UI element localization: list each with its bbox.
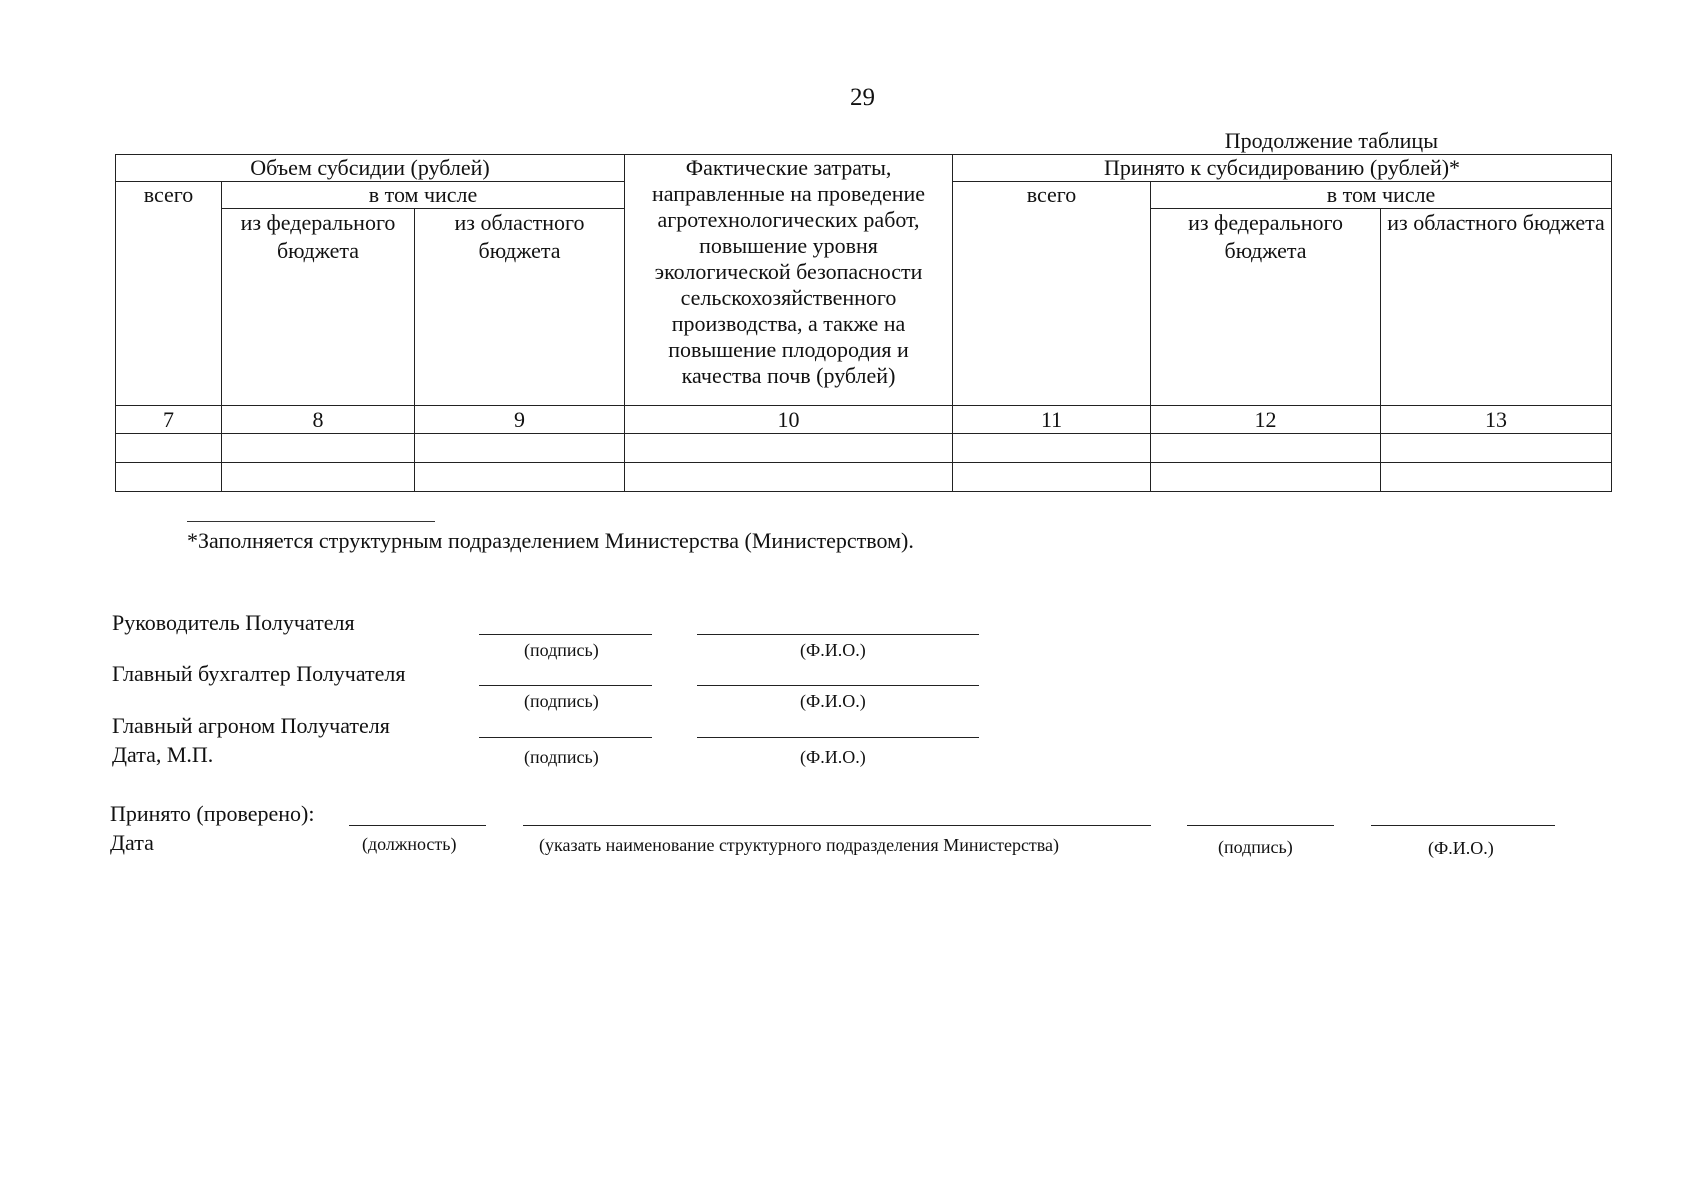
column-number: 12 <box>1151 406 1381 434</box>
subsidy-table <box>115 154 1612 492</box>
footnote-rule <box>187 521 435 522</box>
table-cell[interactable] <box>1151 463 1381 492</box>
column-number: 8 <box>222 406 415 434</box>
accepted-regional-header: из областного бюджета <box>1381 209 1612 406</box>
signature-caption: (подпись) <box>524 640 599 660</box>
table-cell[interactable] <box>1381 463 1612 492</box>
table-cell[interactable] <box>625 434 953 463</box>
column-number: 13 <box>1381 406 1612 434</box>
position-line[interactable] <box>349 825 486 826</box>
column-number-row <box>116 406 1612 434</box>
accountant-signature-line[interactable] <box>479 685 652 686</box>
subsidy-federal-header: из федерального бюджета <box>222 209 415 406</box>
acceptance-date-label: Дата <box>110 830 154 855</box>
table-cell[interactable] <box>1381 434 1612 463</box>
position-caption: (должность) <box>362 834 457 854</box>
table-cell[interactable] <box>625 463 953 492</box>
division-line[interactable] <box>523 825 1151 826</box>
subsidy-regional-header: из областного бюджета <box>415 209 625 406</box>
table-cell[interactable] <box>415 463 625 492</box>
accountant-name-line[interactable] <box>697 685 979 686</box>
table-cell[interactable] <box>953 434 1151 463</box>
accepted-including-header: в том числе <box>1151 182 1612 209</box>
head-label: Руководитель Получателя <box>112 610 355 635</box>
signature-caption: (подпись) <box>524 747 599 767</box>
division-caption: (указать наименование структурного подразделения Министерства) <box>539 835 1060 855</box>
acceptance-signature-caption: (подпись) <box>1218 837 1293 857</box>
page-number: 29 <box>850 84 875 111</box>
acceptance-name-caption: (Ф.И.О.) <box>1428 838 1494 858</box>
column-number: 10 <box>625 406 953 434</box>
name-caption: (Ф.И.О.) <box>800 640 866 660</box>
table-cell[interactable] <box>415 434 625 463</box>
subsidy-total-header: всего <box>116 182 222 406</box>
continuation-label: Продолжение таблицы <box>1224 128 1438 153</box>
table-cell[interactable] <box>1151 434 1381 463</box>
head-name-line[interactable] <box>697 634 979 635</box>
table-row <box>116 434 1612 463</box>
table-cell[interactable] <box>116 463 222 492</box>
accepted-total-header: всего <box>953 182 1151 406</box>
table-row <box>116 463 1612 492</box>
accepted-subsidy-header: Принято к субсидированию (рублей)* <box>953 155 1612 182</box>
subsidy-including-header: в том числе <box>222 182 625 209</box>
table-cell[interactable] <box>222 463 415 492</box>
accepted-label: Принято (проверено): <box>110 801 315 826</box>
column-number: 7 <box>116 406 222 434</box>
table-cell[interactable] <box>222 434 415 463</box>
chief-agronomist-label: Главный агроном Получателя <box>112 713 390 738</box>
date-stamp-label: Дата, М.П. <box>112 742 214 767</box>
table-cell[interactable] <box>953 463 1151 492</box>
subsidy-volume-header: Объем субсидии (рублей) <box>116 155 625 182</box>
name-caption: (Ф.И.О.) <box>800 691 866 711</box>
name-caption: (Ф.И.О.) <box>800 747 866 767</box>
column-number: 9 <box>415 406 625 434</box>
footnote: *Заполняется структурным подразделением Министерства (Министерством). <box>187 528 914 553</box>
signature-caption: (подпись) <box>524 691 599 711</box>
acceptance-name-line[interactable] <box>1371 825 1555 826</box>
actual-costs-header: Фактические затраты, направленные на проведение агротехнологических работ, повышение уровня экологической безопасности сельскохозяйственного производства, а также на повышение плодородия и качества почв (рублей) <box>625 155 953 406</box>
column-number: 11 <box>953 406 1151 434</box>
acceptance-signature-line[interactable] <box>1187 825 1334 826</box>
table-cell[interactable] <box>116 434 222 463</box>
head-signature-line[interactable] <box>479 634 652 635</box>
accepted-federal-header: из федерального бюджета <box>1151 209 1381 406</box>
agronomist-name-line[interactable] <box>697 737 979 738</box>
agronomist-signature-line[interactable] <box>479 737 652 738</box>
chief-accountant-label: Главный бухгалтер Получателя <box>112 661 406 686</box>
